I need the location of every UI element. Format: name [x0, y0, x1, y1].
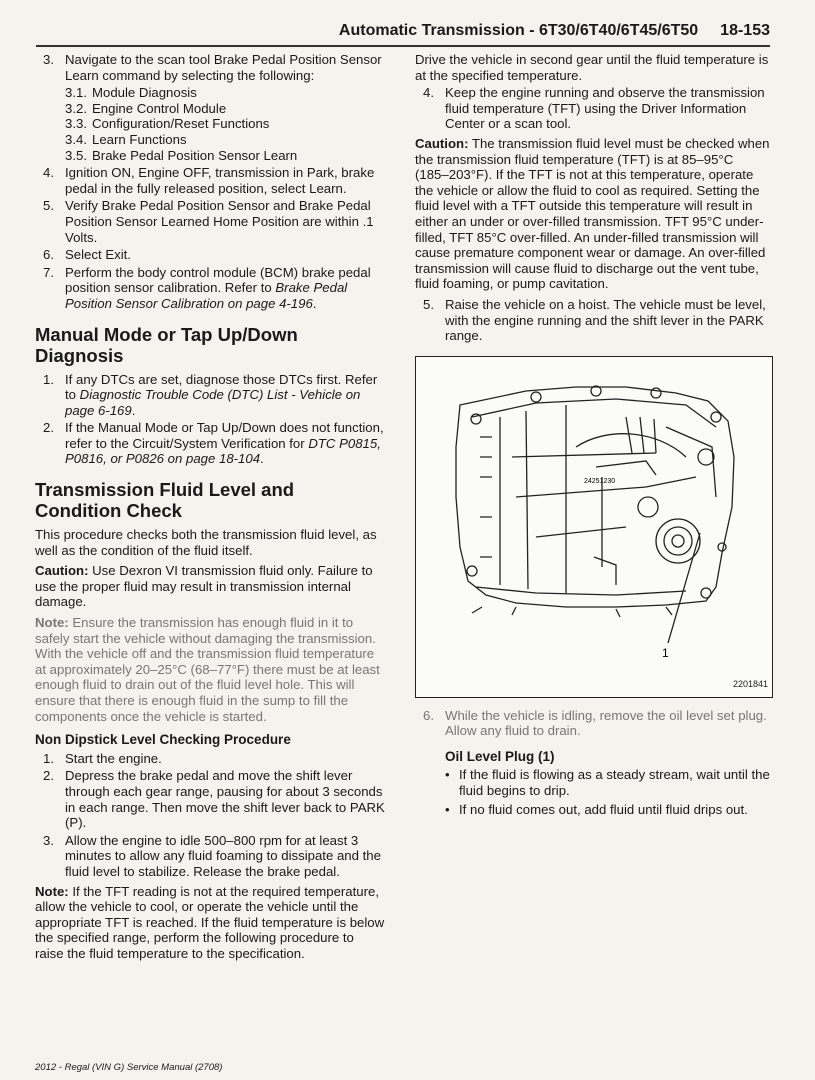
bullet-steady-stream: • If the fluid is flowing as a steady stream, wait until the fluid begins to drip.: [445, 767, 770, 799]
fluid-check-intro: This procedure checks both the transmission fluid level, as well as the condition of the fluid itself.: [35, 527, 377, 558]
figure-id: 2201841: [732, 679, 768, 690]
manual-mode-heading: Manual Mode or Tap Up/Down Diagnosis: [35, 323, 298, 366]
manual-step-1: 1. If any DTCs are set, diagnose those DTCs first. Refer to Diagnostic Trouble Code (DTC) List - Vehicle on page 6-169.: [43, 371, 378, 418]
dtc-p0815-link[interactable]: DTC P0815, P0816, or P0826 on page 18-104: [65, 435, 381, 467]
r-step-6: 6. While the vehicle is idling, remove the oil level set plug. Allow any fluid to drain.: [423, 707, 767, 739]
header-divider: [36, 45, 770, 47]
substep-3-2: 3.2. Engine Control Module: [65, 100, 227, 116]
header-title: Automatic Transmission - 6T30/6T40/6T45/6T50: [338, 22, 699, 39]
nd-step-3: 3. Allow the engine to idle 500–800 rpm for at least 3 minutes to allow any fluid foaming to dissipate and the fluid level to stabilize. Release the brake pedal.: [43, 832, 381, 879]
part-number-label: 24251230: [584, 477, 616, 485]
non-dipstick-heading: Non Dipstick Level Checking Procedure: [35, 732, 291, 748]
transmission-drawing: [416, 357, 772, 697]
step-text: Navigate to the scan tool Brake Pedal Position Sensor Learn command by selecting the following:: [65, 52, 382, 83]
nd-step-1: 1. Start the engine.: [43, 750, 162, 766]
bcm-calibration-link[interactable]: Brake Pedal Position Sensor Calibration on page 4-196: [65, 280, 348, 311]
substep-3-3: 3.3. Configuration/Reset Functions: [65, 116, 270, 132]
step-3: 3. Navigate to the scan tool Brake Pedal Position Sensor Learn command by selecting the following:: [43, 52, 382, 83]
step-7: 7. Perform the body control module (BCM) brake pedal position sensor calibration. Refer to Brake Pedal Position Sensor Calibration on page 4-196.: [43, 264, 371, 311]
nd-step-2: 2. Depress the brake pedal and move the shift lever through each gear range, pausing for about 3 seconds in each range. Then move the shift lever back to PARK (P).: [43, 768, 385, 831]
oil-level-plug-heading: Oil Level Plug (1): [445, 748, 555, 764]
callout-1: 1: [662, 645, 669, 660]
substep-3-5: 3.5. Brake Pedal Position Sensor Learn: [65, 147, 298, 163]
transmission-figure: [415, 356, 773, 698]
substep-3-1: 3.1. Module Diagnosis: [65, 85, 197, 101]
fluid-check-heading: Transmission Fluid Level and Condition Check: [35, 479, 295, 522]
substep-3-4: 3.4. Learn Functions: [65, 131, 187, 147]
left-column: [35, 52, 385, 967]
r-step-5: 5. Raise the vehicle on a hoist. The vehicle must be level, with the engine running and the shift lever in the PARK range.: [423, 296, 766, 344]
caution-tft: Caution: The transmission fluid level must be checked when the transmission fluid temperature (TFT) is at 85–95°C (185–203°F). If the TFT is not at this temperature, operate the vehicle or allow the fluid to cool as required. Setting the fluid level with a TFT outside this temperature will result in either an under or over-filled transmission. TFT 95°C under-filled, TFT 85°C over-filled. An under-filled transmission will cause premature component wear or damage. An over-filled transmission will cause fluid to discharge out the vent tube, fluid foaming, or pump cavitation.: [415, 135, 770, 292]
step-5: 5. Verify Brake Pedal Position Sensor and Brake Pedal Position Sensor Learned Home Position are within .1 Volts.: [43, 198, 374, 245]
page-footer: 2012 - Regal (VIN G) Service Manual (2708): [35, 1062, 223, 1073]
step-6: 6. Select Exit.: [43, 247, 131, 263]
continued-text: Drive the vehicle in second gear until the fluid temperature is at the specified temperature.: [415, 52, 769, 83]
dtc-list-link[interactable]: Diagnostic Trouble Code (DTC) List - Vehicle on page 6-169: [65, 387, 361, 418]
step-4: 4. Ignition ON, Engine OFF, transmission in Park, brake pedal in the fully released position, select Learn.: [43, 165, 375, 196]
r-step-4: 4. Keep the engine running and observe the transmission fluid temperature (TFT) using the Driver Information Center or a scan tool.: [423, 85, 765, 132]
caution-dexron: Caution: Use Dexron VI transmission fluid only. Failure to use the proper fluid may result in transmission internal damage.: [35, 563, 373, 610]
bullet-no-fluid: • If no fluid comes out, add fluid until fluid drips out.: [445, 801, 748, 817]
right-column: [415, 52, 770, 820]
manual-step-2: 2. If the Manual Mode or Tap Up/Down does not function, refer to the Circuit/System Verification for DTC P0815, P0816, or P0826 on page 18-104.: [43, 420, 384, 467]
note-enough-fluid: Note: Ensure the transmission has enough fluid in it to safely start the vehicle without damaging the transmission. With the vehicle off and the transmission fluid temperature at approximately 20–25°C (68–77°F) there must be at least enough fluid to drain out of the fluid level hole. This will ensure that there is enough fluid in the sump to fill the components once the vehicle is started.: [35, 615, 380, 724]
page-header: [300, 22, 770, 40]
note-tft-reading: Note: If the TFT reading is not at the required temperature, allow the vehicle to cool, or operate the vehicle until the appropriate TFT is reached. If the fluid temperature is below the specified range, perform the following procedure to raise the fluid temperature to the specification.: [35, 883, 385, 961]
page-number: 18-153: [720, 22, 770, 39]
